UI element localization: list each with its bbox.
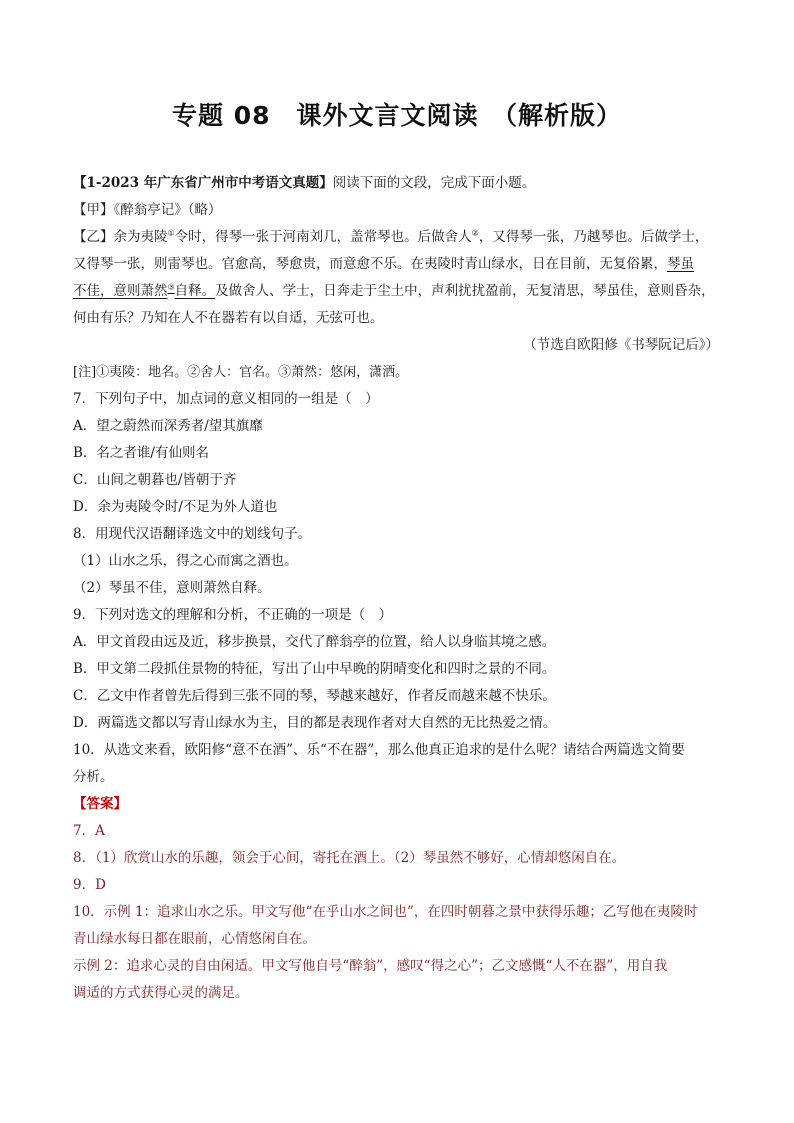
underlined-sentence: 琴虽 [667, 256, 694, 272]
footnote-mark-1: ① [167, 228, 175, 238]
question-9: 9．下列对选文的理解和分析，不正确的一项是（ ） [73, 607, 393, 623]
passage-jia: 【甲】《醉翁亭记》（略） [73, 202, 222, 218]
footnote-mark-2: ② [471, 228, 479, 238]
footnotes: [注]①夷陵：地名。②舍人：官名。③萧然：悠闲，潇洒。 [73, 365, 409, 380]
answer-10-line-3: 示例 2：追求心灵的自由闲适。甲文写他自号“醉翁”，感叹“得之心”；乙文感慨“人不在器”，用自我 [73, 958, 668, 974]
answer-7: 7．A [73, 823, 105, 839]
answer-10-line-2: 青山绿水每日都在眼前，心情悠闲自在。 [73, 931, 316, 947]
q7-option-d: D．余为夷陵令时/不足为外人道也 [73, 499, 278, 515]
question-source: 【1-2023 年广东省广州市中考语文真题】 [73, 175, 333, 191]
q9-option-c: C．乙文中作者曾先后得到三张不同的琴，琴越来越好，作者反而越来越不快乐。 [73, 688, 556, 704]
question-7: 7．下列句子中，加点词的意义相同的一组是（ ） [73, 391, 379, 407]
passage-yi-line-4: 何由有乐？乃知在人不在器若有以自适，无弦可也。 [73, 310, 384, 326]
document-body [73, 170, 733, 1007]
q9-option-d: D．两篇选文都以写青山绿水为主，目的都是表现作者对大自然的无比热爱之情。 [73, 715, 557, 731]
passage-yi-line-3: 不佳，意则萧然③自释。及做舍人、学士，日奔走于尘土中，声利扰扰盈前，无复清思，琴虽佳，意则昏杂， [73, 282, 715, 299]
answer-10-line-4: 调适的方式获得心灵的满足。 [73, 985, 249, 1001]
underlined-sentence: 自释。 [174, 283, 216, 299]
q7-option-b: B．名之者谁/有仙则名 [73, 445, 209, 461]
answer-9: 9．D [73, 877, 106, 893]
q8-part-1: （1）山水之乐，得之心而寓之酒也。 [73, 553, 298, 569]
instruction-text: 阅读下面的文段，完成下面小题。 [332, 175, 536, 191]
question-10-line-2: 分析。 [73, 769, 114, 785]
answer-10-line-1: 10．示例 1：追求山水之乐。甲文写他“在乎山水之间也”，在四时朝暮之景中获得乐趣；乙写他在夷陵时 [73, 904, 698, 920]
question-10-line-1: 10．从选文来看，欧阳修“意不在酒”、乐“不在器”，那么他真正追求的是什么呢？请结合两篇选文简要 [73, 742, 685, 758]
answer-heading: 【答案】 [73, 796, 127, 812]
intro-line [73, 170, 733, 197]
footnote-mark-3: ③ [167, 282, 175, 292]
passage-yi-line-2: 又得琴一张，则雷琴也。官愈高，琴愈贵，而意愈不乐。在夷陵时青山绿水，日在目前，无复俗累，琴虽 [73, 256, 694, 272]
question-8: 8．用现代汉语翻译选文中的划线句子。 [73, 526, 312, 542]
underlined-sentence: 不佳，意则萧然 [73, 283, 168, 299]
q9-option-a: A．甲文首段由远及近，移步换景，交代了醉翁亭的位置，给人以身临其境之感。 [73, 634, 556, 650]
passage-source: （节选自欧阳修《书琴阮记后》） [523, 337, 719, 353]
q7-option-c: C．山间之朝暮也/皆朝于齐 [73, 472, 237, 488]
q8-part-2: （2）琴虽不佳，意则萧然自释。 [73, 580, 271, 596]
q7-option-a: A．望之蔚然而深秀者/望其旗靡 [73, 418, 263, 434]
q9-option-b: B．甲文第二段抓住景物的特征，写出了山中早晚的阴晴变化和四时之景的不同。 [73, 661, 556, 677]
answer-8: 8．（1）欣赏山水的乐趣，领会于心间，寄托在酒上。（2）琴虽然不够好，心情却悠闲自在。 [73, 850, 626, 866]
passage-yi-line-1: 【乙】余为夷陵①令时，得琴一张于河南刘几，盖常琴也。后做舍人②，又得琴一张，乃越琴也。后做学士， [73, 228, 709, 245]
page-title: 专题 08 课外文言文阅读 （解析版） [172, 101, 622, 130]
